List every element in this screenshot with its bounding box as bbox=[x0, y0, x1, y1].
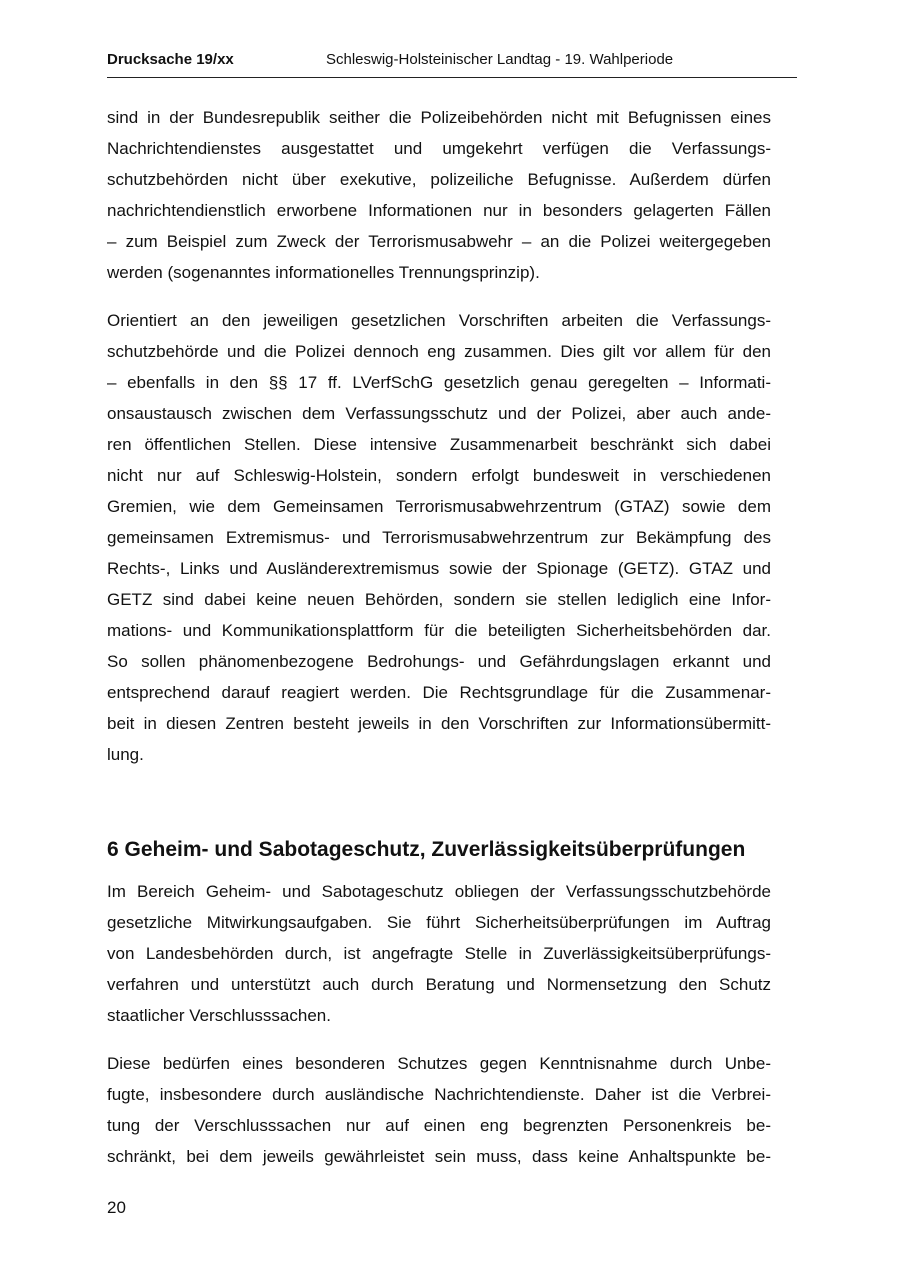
text-line: nachrichtendienstlich erworbene Informationen nur in besonders gelagerten Fällen bbox=[107, 201, 771, 220]
section-heading: 6 Geheim- und Sabotageschutz, Zuverlässigkeitsüberprüfungen bbox=[107, 838, 746, 861]
text-line: lung. bbox=[107, 745, 144, 764]
text-line: mations- und Kommunikationsplattform für die beteiligten Sicherheitsbehörden dar. bbox=[107, 621, 771, 640]
text-line: gesetzliche Mitwirkungsaufgaben. Sie führt Sicherheitsüberprüfungen im Auftrag bbox=[107, 913, 771, 932]
paragraph-3 bbox=[107, 876, 771, 1031]
text-line: Diese bedürfen eines besonderen Schutzes gegen Kenntnisnahme durch Unbe- bbox=[107, 1054, 771, 1073]
header-title: Schleswig-Holsteinischer Landtag - 19. Wahlperiode bbox=[326, 51, 674, 68]
paragraph-2 bbox=[107, 305, 771, 770]
text-line: verfahren und unterstützt auch durch Beratung und Normensetzung den Schutz bbox=[107, 975, 771, 994]
text-line: sind in der Bundesrepublik seither die Polizeibehörden nicht mit Befugnissen eines bbox=[107, 108, 771, 127]
text-line: gemeinsamen Extremismus- und Terrorismusabwehrzentrum zur Bekämpfung des bbox=[107, 528, 771, 547]
page-header bbox=[107, 51, 797, 78]
page-number: 20 bbox=[107, 1198, 126, 1217]
text-line: Nachrichtendienstes ausgestattet und umgekehrt verfügen die Verfassungs- bbox=[107, 139, 771, 158]
text-line: staatlicher Verschlusssachen. bbox=[107, 1006, 331, 1025]
text-line: GETZ sind dabei keine neuen Behörden, sondern sie stellen lediglich eine Infor- bbox=[107, 590, 771, 609]
text-line: von Landesbehörden durch, ist angefragte Stelle in Zuverlässigkeitsüberprüfungs- bbox=[107, 944, 771, 963]
text-line: beit in diesen Zentren besteht jeweils in den Vorschriften zur Informationsübermitt- bbox=[107, 714, 771, 733]
text-line: schutzbehörden nicht über exekutive, polizeiliche Befugnisse. Außerdem dürfen bbox=[107, 170, 771, 189]
text-line: Gremien, wie dem Gemeinsamen Terrorismusabwehrzentrum (GTAZ) sowie dem bbox=[107, 497, 771, 516]
text-line: werden (sogenanntes informationelles Trennungsprinzip). bbox=[107, 263, 540, 282]
text-line: ren öffentlichen Stellen. Diese intensive Zusammenarbeit beschränkt sich dabei bbox=[107, 435, 771, 454]
text-line: Orientiert an den jeweiligen gesetzlichen Vorschriften arbeiten die Verfassungs- bbox=[107, 311, 771, 330]
text-line: schutzbehörde und die Polizei dennoch eng zusammen. Dies gilt vor allem für den bbox=[107, 342, 771, 361]
text-line: onsaustausch zwischen dem Verfassungsschutz und der Polizei, aber auch ande- bbox=[107, 404, 771, 423]
paragraph-4 bbox=[107, 1048, 771, 1172]
paragraph-1 bbox=[107, 102, 771, 288]
text-line: So sollen phänomenbezogene Bedrohungs- und Gefährdungslagen erkannt und bbox=[107, 652, 771, 671]
text-line: Im Bereich Geheim- und Sabotageschutz obliegen der Verfassungsschutzbehörde bbox=[107, 882, 771, 901]
text-line: fugte, insbesondere durch ausländische Nachrichtendienste. Daher ist die Verbrei- bbox=[107, 1085, 771, 1104]
document-number: Drucksache 19/xx bbox=[107, 51, 234, 68]
text-line: Rechts-, Links und Ausländerextremismus sowie der Spionage (GETZ). GTAZ und bbox=[107, 559, 771, 578]
text-line: schränkt, bei dem jeweils gewährleistet sein muss, dass keine Anhaltspunkte be- bbox=[107, 1147, 771, 1166]
text-line: tung der Verschlusssachen nur auf einen eng begrenzten Personenkreis be- bbox=[107, 1116, 771, 1135]
text-line: entsprechend darauf reagiert werden. Die Rechtsgrundlage für die Zusammenar- bbox=[107, 683, 771, 702]
text-line: nicht nur auf Schleswig-Holstein, sondern erfolgt bundesweit in verschiedenen bbox=[107, 466, 771, 485]
text-line: – ebenfalls in den §§ 17 ff. LVerfSchG gesetzlich genau geregelten – Informati- bbox=[107, 373, 771, 392]
text-line: – zum Beispiel zum Zweck der Terrorismusabwehr – an die Polizei weitergegeben bbox=[107, 232, 771, 251]
